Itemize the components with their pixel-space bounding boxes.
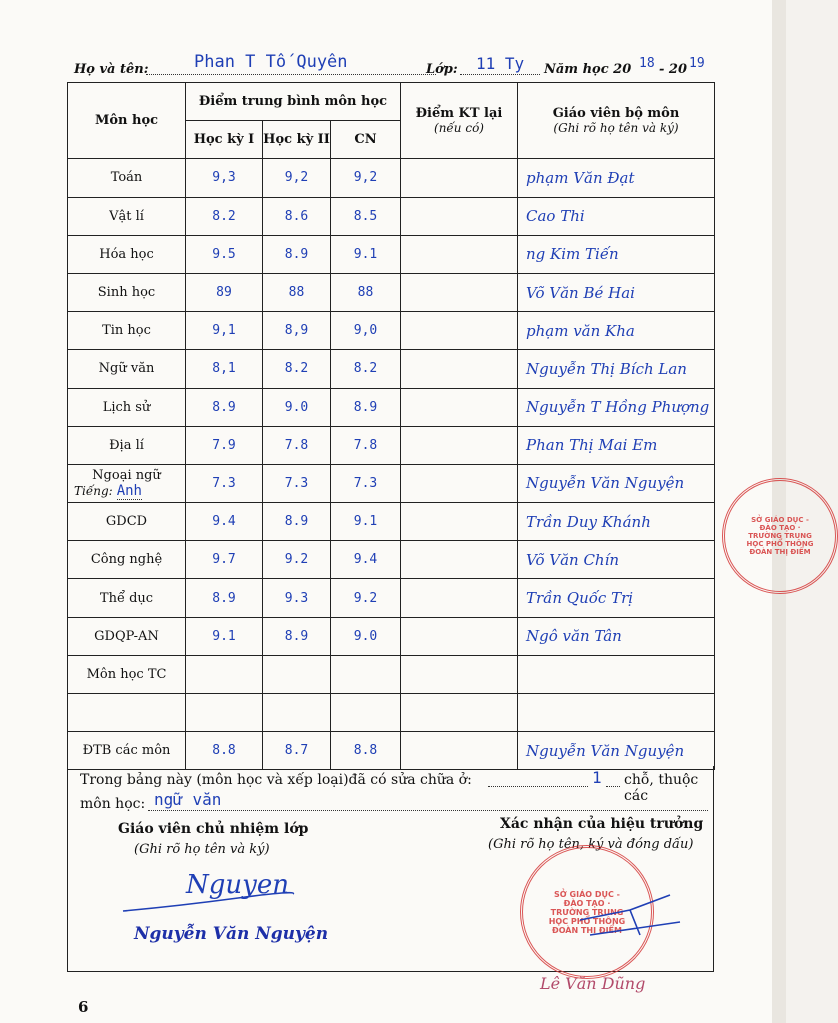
teacher-signature: Cao Thi — [518, 197, 715, 235]
table-row — [68, 159, 715, 197]
subject-cell: Thể dục — [68, 579, 186, 617]
year-label: Năm học 20 — [544, 62, 632, 77]
year-sep: - 20 — [659, 62, 688, 77]
grade-sem2: 9.2 — [263, 541, 331, 579]
retest-cell — [401, 235, 518, 273]
grade-sem1: 8.9 — [186, 579, 263, 617]
grade-sem1: 8.9 — [186, 388, 263, 426]
class-value: 11 Ty — [476, 54, 525, 73]
grade-sem1 — [186, 655, 263, 693]
subject-cell: Công nghệ — [68, 541, 186, 579]
foreign-lang-line — [68, 483, 185, 499]
year-end: 19 — [689, 56, 705, 71]
subject-cell: Hóa học — [68, 235, 186, 273]
teacher-signature: Võ Văn Bé Hai — [518, 273, 715, 311]
teacher-signature: Phan Thị Mai Em — [518, 426, 715, 464]
table-row — [68, 197, 715, 235]
retest-cell — [401, 655, 518, 693]
teacher-signature: Nguyễn Văn Nguyện — [518, 732, 715, 770]
principal-name: Lê Văn Dũng — [540, 974, 646, 993]
retest-cell — [401, 503, 518, 541]
grade-sem2: 8.2 — [263, 350, 331, 388]
homeroom-name: Nguyễn Văn Nguyện — [134, 924, 329, 944]
grade-sem1: 9,3 — [186, 159, 263, 197]
class-label: Lớp: — [426, 62, 458, 77]
grade-sem1: 8.2 — [186, 197, 263, 235]
grade-sem2: 8.6 — [263, 197, 331, 235]
col-sem1-header: Học kỳ I — [186, 121, 263, 159]
grade-sem1: 7.9 — [186, 426, 263, 464]
correction-count: 1 — [592, 768, 602, 787]
principal-signature — [570, 880, 690, 950]
grade-sem1: 8,1 — [186, 350, 263, 388]
school-stamp-text: SỞ GIÁO DỤC - ĐÀO TẠO · TRƯỜNG TRUNG HỌC PHỔ THÔNG ĐOÀN THỊ ĐIỂM — [548, 889, 626, 935]
col-cn-header: CN — [331, 121, 401, 159]
year-start: 18 — [639, 56, 655, 71]
grade-sem2: 7.3 — [263, 464, 331, 502]
col-teacher-header — [518, 83, 715, 159]
grade-sem1: 89 — [186, 273, 263, 311]
principal-note: (Ghi rõ họ tên, ký và đóng dấu) — [488, 837, 694, 852]
subject-cell: Toán — [68, 159, 186, 197]
grade-sem1: 9,1 — [186, 312, 263, 350]
grade-cn: 7.8 — [331, 426, 401, 464]
subject-cell: Môn học TC — [68, 655, 186, 693]
teacher-signature — [518, 655, 715, 693]
retest-cell — [401, 426, 518, 464]
grade-cn — [331, 694, 401, 732]
table-row — [68, 541, 715, 579]
grade-cn — [331, 655, 401, 693]
subject-label: Ngoại ngữ — [92, 467, 161, 483]
grade-sem1: 9.5 — [186, 235, 263, 273]
subject-cell — [68, 694, 186, 732]
correction-text-c: môn học: — [80, 796, 146, 812]
grade-sem2: 88 — [263, 273, 331, 311]
grade-sem2: 8.9 — [263, 617, 331, 655]
subject-cell: Sinh học — [68, 273, 186, 311]
table-row — [68, 503, 715, 541]
teacher-signature: Võ Văn Chín — [518, 541, 715, 579]
teacher-title: Giáo viên bộ môn — [552, 106, 680, 122]
grade-sem1: 9.1 — [186, 617, 263, 655]
subject-cell — [68, 464, 186, 502]
subject-cell: GDCD — [68, 503, 186, 541]
table-row — [68, 312, 715, 350]
table-row — [68, 579, 715, 617]
grade-sem2: 8,9 — [263, 312, 331, 350]
grade-sem2: 9,2 — [263, 159, 331, 197]
subject-cell: Vật lí — [68, 197, 186, 235]
retest-cell — [401, 273, 518, 311]
correction-subject: ngữ văn — [154, 790, 222, 809]
subject-cell: Lịch sử — [68, 388, 186, 426]
grade-sem1 — [186, 694, 263, 732]
grade-sem1: 9.4 — [186, 503, 263, 541]
grade-sem2: 7.8 — [263, 426, 331, 464]
grade-sem2: 9.0 — [263, 388, 331, 426]
col-subject-header: Môn học — [68, 83, 186, 159]
table-row — [68, 655, 715, 693]
grade-sem2: 9.3 — [263, 579, 331, 617]
grade-cn: 9.1 — [331, 235, 401, 273]
grade-sem2: 8.7 — [263, 732, 331, 770]
homeroom-signature: Nguyen — [186, 870, 289, 900]
page-number: 6 — [78, 998, 89, 1016]
subject-cell: Tin học — [68, 312, 186, 350]
correction-text-b: chỗ, thuộc các — [624, 772, 699, 804]
foreign-lang-label: Tiếng: — [74, 483, 113, 498]
col-avg-header: Điểm trung bình môn học — [186, 83, 401, 121]
teacher-signature: Ngô văn Tân — [518, 617, 715, 655]
teacher-signature — [518, 694, 715, 732]
subject-cell: GDQP-AN — [68, 617, 186, 655]
grade-cn: 8.2 — [331, 350, 401, 388]
subject-cell: Ngữ văn — [68, 350, 186, 388]
homeroom-title: Giáo viên chủ nhiệm lớp — [118, 821, 309, 837]
table-row — [68, 235, 715, 273]
foreign-lang-value: Anh — [116, 482, 142, 499]
table-row — [68, 426, 715, 464]
edge-stamp-text: SỞ GIÁO DỤC - ĐÀO TẠO · TRƯỜNG TRUNG HỌC PHỔ THÔNG ĐOÀN THỊ ĐIỂM — [746, 516, 814, 556]
teacher-note: (Ghi rõ họ tên và ký) — [553, 121, 679, 136]
retest-cell — [401, 388, 518, 426]
grade-sem2 — [263, 694, 331, 732]
teacher-signature: Trần Quốc Trị — [518, 579, 715, 617]
teacher-signature: Nguyễn T Hồng Phượng — [518, 388, 715, 426]
table-row — [68, 388, 715, 426]
subject-cell: ĐTB các môn — [68, 732, 186, 770]
edge-stamp — [722, 478, 838, 594]
grade-sem1: 9.7 — [186, 541, 263, 579]
retest-cell — [401, 694, 518, 732]
grade-cn: 9.1 — [331, 503, 401, 541]
grade-cn: 9.2 — [331, 579, 401, 617]
grade-sem1: 8.8 — [186, 732, 263, 770]
col-sem2-header: Học kỳ II — [263, 121, 331, 159]
table-row — [68, 350, 715, 388]
col-retest-header — [401, 83, 518, 159]
retest-cell — [401, 732, 518, 770]
grades-table — [67, 82, 715, 770]
principal-title: Xác nhận của hiệu trưởng — [500, 816, 704, 832]
teacher-signature: phạm Văn Đạt — [518, 159, 715, 197]
grade-cn: 9,2 — [331, 159, 401, 197]
grade-cn: 8.5 — [331, 197, 401, 235]
retest-cell — [401, 159, 518, 197]
student-header — [74, 52, 714, 82]
teacher-signature: phạm văn Kha — [518, 312, 715, 350]
homeroom-note: (Ghi rõ họ tên và ký) — [134, 842, 270, 857]
grade-cn: 8.8 — [331, 732, 401, 770]
grade-sem1: 7.3 — [186, 464, 263, 502]
retest-cell — [401, 312, 518, 350]
teacher-signature: Nguyễn Thị Bích Lan — [518, 350, 715, 388]
table-row — [68, 617, 715, 655]
grade-sem2 — [263, 655, 331, 693]
teacher-signature: Trần Duy Khánh — [518, 503, 715, 541]
grade-cn: 7.3 — [331, 464, 401, 502]
retest-cell — [401, 541, 518, 579]
retest-cell — [401, 579, 518, 617]
grade-cn: 88 — [331, 273, 401, 311]
retest-cell — [401, 464, 518, 502]
student-name: Phan T Tố Quyên — [194, 52, 348, 72]
signature-flourish — [118, 886, 298, 916]
table-row — [68, 273, 715, 311]
teacher-signature: ng Kim Tiến — [518, 235, 715, 273]
teacher-signature: Nguyễn Văn Nguyện — [518, 464, 715, 502]
retest-cell — [401, 350, 518, 388]
grade-cn: 9,0 — [331, 312, 401, 350]
table-row — [68, 694, 715, 732]
correction-text-a: Trong bảng này (môn học và xếp loại)đã có sửa chữa ở: — [80, 772, 472, 788]
grade-sem2: 8.9 — [263, 503, 331, 541]
retest-note: (nếu có) — [434, 121, 484, 136]
subject-cell: Địa lí — [68, 426, 186, 464]
retest-cell — [401, 197, 518, 235]
name-label: Họ và tên: — [74, 62, 149, 77]
retest-cell — [401, 617, 518, 655]
table-row — [68, 732, 715, 770]
retest-title: Điểm KT lại — [415, 106, 503, 122]
grade-cn: 9.4 — [331, 541, 401, 579]
grade-cn: 9.0 — [331, 617, 401, 655]
grade-sem2: 8.9 — [263, 235, 331, 273]
table-row — [68, 464, 715, 502]
grade-cn: 8.9 — [331, 388, 401, 426]
